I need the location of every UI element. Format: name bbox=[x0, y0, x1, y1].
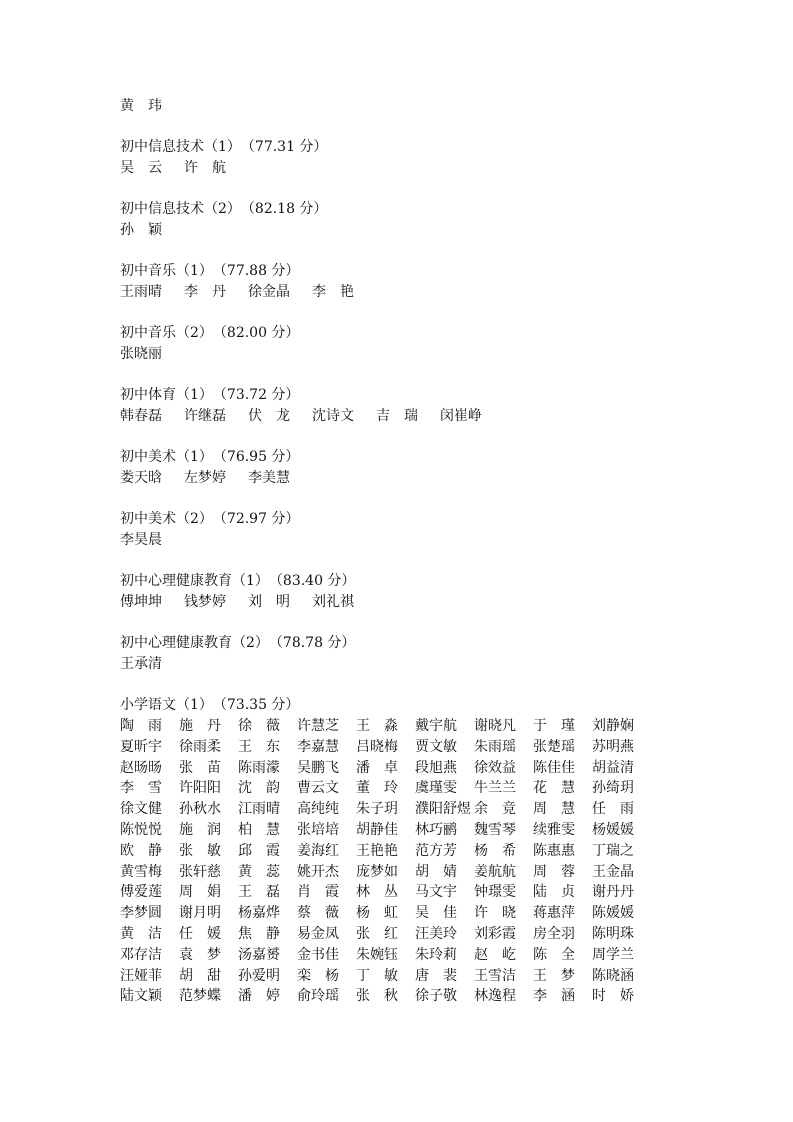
person-name: 王 淼 bbox=[356, 718, 398, 734]
spacer bbox=[120, 613, 680, 633]
person-name: 邱 霞 bbox=[238, 842, 280, 859]
person-name: 俞玲瑶 bbox=[297, 988, 339, 1005]
person-name: 徐效益 bbox=[474, 759, 516, 776]
person-name: 陈明珠 bbox=[592, 925, 634, 942]
person-name: 苏明燕 bbox=[592, 738, 634, 755]
person-name: 徐 薇 bbox=[238, 718, 280, 734]
person-name: 刘彩霞 bbox=[474, 925, 516, 942]
person-name: 陈晓涵 bbox=[592, 967, 634, 984]
person-name: 周 慧 bbox=[533, 801, 575, 818]
spacer bbox=[120, 303, 680, 323]
section-title: 初中音乐（1） （77.88 分） bbox=[120, 263, 300, 279]
spacer bbox=[120, 427, 680, 447]
person-name: 王金晶 bbox=[592, 863, 634, 880]
section-title: 初中信息技术（1） （77.31 分） bbox=[120, 139, 328, 155]
person-name: 潘 卓 bbox=[356, 759, 398, 776]
primary-name-grid bbox=[120, 716, 680, 1007]
person-name: 朱婉钰 bbox=[356, 946, 398, 963]
person-name: 庞梦如 bbox=[356, 863, 398, 880]
name-row bbox=[120, 799, 680, 820]
person-name: 李 雪 bbox=[120, 780, 162, 797]
person-name: 刘静娴 bbox=[592, 718, 634, 734]
person-name: 张 敏 bbox=[179, 842, 221, 859]
section-names bbox=[120, 406, 680, 427]
person-name: 李 艳 bbox=[312, 284, 354, 300]
person-name: 傅爱莲 bbox=[120, 884, 162, 901]
person-name: 马文宇 bbox=[415, 884, 457, 901]
person-name: 汪娅菲 bbox=[120, 967, 162, 984]
person-name: 牛兰兰 bbox=[474, 780, 516, 797]
name-row bbox=[120, 986, 680, 1007]
name-row bbox=[120, 862, 680, 883]
person-name: 林逸程 bbox=[474, 988, 516, 1005]
section-names bbox=[120, 158, 680, 179]
person-name: 花 慧 bbox=[533, 780, 575, 797]
person-name: 李 涵 bbox=[533, 988, 575, 1005]
person-name: 姚开杰 bbox=[297, 863, 339, 880]
person-name: 江雨晴 bbox=[238, 801, 280, 818]
section-title: 初中体育（1） （73.72 分） bbox=[120, 387, 300, 403]
person-name: 许 航 bbox=[184, 160, 226, 176]
section-names bbox=[120, 654, 680, 675]
section-names bbox=[120, 220, 680, 241]
section-names bbox=[120, 530, 680, 551]
name-row bbox=[120, 716, 680, 737]
person-name: 王雪洁 bbox=[474, 967, 516, 984]
person-name: 韩春磊 bbox=[120, 408, 162, 424]
person-name: 陆 贞 bbox=[533, 884, 575, 901]
person-name: 唐 裴 bbox=[415, 967, 457, 984]
person-name: 周 娟 bbox=[179, 884, 221, 901]
person-name: 徐子敬 bbox=[415, 988, 457, 1005]
person-name: 曹云文 bbox=[297, 780, 339, 797]
person-name: 钟璟雯 bbox=[474, 884, 516, 901]
person-name: 林巧鹂 bbox=[415, 821, 457, 838]
person-name: 娄天晗 bbox=[120, 470, 162, 486]
person-name: 王雨晴 bbox=[120, 284, 162, 300]
person-name: 陈雨濛 bbox=[238, 759, 280, 776]
person-name: 孙秋水 bbox=[179, 801, 221, 818]
person-name: 虞瑾雯 bbox=[415, 780, 457, 797]
person-name: 肖 霞 bbox=[297, 884, 339, 901]
person-name: 濮阳舒煜 bbox=[415, 801, 471, 818]
person-name: 李昊晨 bbox=[120, 532, 162, 548]
person-name: 吴 云 bbox=[120, 160, 162, 176]
person-name: 高纯纯 bbox=[297, 801, 339, 818]
person-name: 孙绮玥 bbox=[592, 780, 634, 797]
person-name: 王 东 bbox=[238, 738, 280, 755]
name-row bbox=[120, 841, 680, 862]
person-name: 张楚瑶 bbox=[533, 738, 575, 755]
person-name: 徐金晶 bbox=[248, 284, 290, 300]
document-content bbox=[120, 96, 680, 1007]
person-name: 范梦蝶 bbox=[179, 988, 221, 1005]
spacer bbox=[120, 489, 680, 509]
person-name: 范方芳 bbox=[415, 842, 457, 859]
person-name: 陈 全 bbox=[533, 946, 575, 963]
person-name: 续雅雯 bbox=[533, 821, 575, 838]
person-name: 徐文健 bbox=[120, 801, 162, 818]
person-name: 胡 婧 bbox=[415, 863, 457, 880]
sections bbox=[120, 137, 680, 695]
person-name: 周学兰 bbox=[592, 946, 634, 963]
person-name: 吉 瑞 bbox=[376, 408, 418, 424]
person-name: 王 梦 bbox=[533, 967, 575, 984]
person-name: 段旭燕 bbox=[415, 759, 457, 776]
person-name: 许 晓 bbox=[474, 905, 516, 922]
person-name: 张培培 bbox=[297, 821, 339, 838]
spacer bbox=[120, 241, 680, 261]
spacer bbox=[120, 675, 680, 695]
person-name: 杨媛媛 bbox=[592, 821, 634, 838]
person-name: 柏 慧 bbox=[238, 821, 280, 838]
person-name: 许阳阳 bbox=[179, 780, 221, 797]
person-name: 孙爱明 bbox=[238, 967, 280, 984]
primary-section-title: 小学语文（1） （73.35 分） bbox=[120, 697, 300, 713]
person-name: 李梦圆 bbox=[120, 905, 162, 922]
section-title: 初中信息技术（2） （82.18 分） bbox=[120, 201, 328, 217]
person-name: 陆文颖 bbox=[120, 988, 162, 1005]
person-name: 潘 婷 bbox=[238, 988, 280, 1005]
name-row bbox=[120, 758, 680, 779]
person-name: 汤嘉赟 bbox=[238, 946, 280, 963]
person-name: 时 娇 bbox=[592, 988, 634, 1005]
person-name: 陶 雨 bbox=[120, 718, 162, 734]
person-name: 于 瑾 bbox=[533, 718, 575, 734]
spacer bbox=[120, 551, 680, 571]
person-name: 刘 明 bbox=[248, 594, 290, 610]
person-name: 张晓丽 bbox=[120, 346, 162, 362]
spacer bbox=[120, 365, 680, 385]
person-name: 谢丹丹 bbox=[592, 884, 634, 901]
spacer bbox=[120, 179, 680, 199]
person-name: 姜航航 bbox=[474, 863, 516, 880]
name-row bbox=[120, 945, 680, 966]
name-row bbox=[120, 778, 680, 799]
person-name: 魏雪琴 bbox=[474, 821, 516, 838]
person-name: 吕晓梅 bbox=[356, 738, 398, 755]
person-name: 吴 佳 bbox=[415, 905, 457, 922]
person-name: 张轩慈 bbox=[179, 863, 221, 880]
person-name: 蔡 薇 bbox=[297, 905, 339, 922]
section-title: 初中音乐（2） （82.00 分） bbox=[120, 325, 300, 341]
name-row bbox=[120, 820, 680, 841]
person-name: 林 丛 bbox=[356, 884, 398, 901]
person-name: 刘礼祺 bbox=[312, 594, 354, 610]
person-name: 丁瑞之 bbox=[592, 842, 634, 859]
person-name: 张 秋 bbox=[356, 988, 398, 1005]
person-name: 陈佳佳 bbox=[533, 759, 575, 776]
person-name: 钱梦婷 bbox=[184, 594, 226, 610]
section-names bbox=[120, 468, 680, 489]
person-name: 胡静佳 bbox=[356, 821, 398, 838]
name-row bbox=[120, 882, 680, 903]
person-name: 徐雨柔 bbox=[179, 738, 221, 755]
person-name: 许继磊 bbox=[184, 408, 226, 424]
person-name: 董 玲 bbox=[356, 780, 398, 797]
section-names bbox=[120, 282, 680, 303]
spacer bbox=[120, 117, 680, 137]
person-name: 许慧芝 bbox=[297, 718, 339, 734]
person-name: 黄 洁 bbox=[120, 925, 162, 942]
person-name: 胡 甜 bbox=[179, 967, 221, 984]
person-name: 黄雪梅 bbox=[120, 863, 162, 880]
person-name: 伏 龙 bbox=[248, 408, 290, 424]
person-name: 栾 杨 bbox=[297, 967, 339, 984]
person-name: 李嘉慧 bbox=[297, 738, 339, 755]
person-name: 任 雨 bbox=[592, 801, 634, 818]
name-row bbox=[120, 924, 680, 945]
person-name: 吴鹏飞 bbox=[297, 759, 339, 776]
section-names bbox=[120, 344, 680, 365]
person-name: 邓存洁 bbox=[120, 946, 162, 963]
person-name: 胡益清 bbox=[592, 759, 634, 776]
person-name: 陈悦悦 bbox=[120, 821, 162, 838]
person-name: 左梦婷 bbox=[184, 470, 226, 486]
section-title: 初中心理健康教育（2） （78.78 分） bbox=[120, 635, 356, 651]
section-title: 初中美术（1） （76.95 分） bbox=[120, 449, 300, 465]
person-name: 杨 希 bbox=[474, 842, 516, 859]
person-name: 焦 静 bbox=[238, 925, 280, 942]
person-name: 丁 敏 bbox=[356, 967, 398, 984]
person-name: 施 润 bbox=[179, 821, 221, 838]
person-name: 朱子玥 bbox=[356, 801, 398, 818]
person-name: 夏昕宇 bbox=[120, 738, 162, 755]
person-name: 李美慧 bbox=[248, 470, 290, 486]
person-name: 沈诗文 bbox=[312, 408, 354, 424]
person-name: 陈媛媛 bbox=[592, 905, 634, 922]
person-name: 余 竞 bbox=[474, 801, 516, 818]
person-name: 周 蓉 bbox=[533, 863, 575, 880]
person-name: 施 丹 bbox=[179, 718, 221, 734]
person-name: 欧 静 bbox=[120, 842, 162, 859]
person-name: 王 磊 bbox=[238, 884, 280, 901]
name-row bbox=[120, 966, 680, 987]
person-name: 姜海红 bbox=[297, 842, 339, 859]
person-name: 金书佳 bbox=[297, 946, 339, 963]
person-name: 谢晓凡 bbox=[474, 718, 516, 734]
person-name: 汪美玲 bbox=[415, 925, 457, 942]
person-name: 李 丹 bbox=[184, 284, 226, 300]
person-name: 蒋惠萍 bbox=[533, 905, 575, 922]
person-name: 杨嘉烨 bbox=[238, 905, 280, 922]
person-name: 张 苗 bbox=[179, 759, 221, 776]
person-name: 戴宇航 bbox=[415, 718, 457, 734]
person-name: 袁 梦 bbox=[179, 946, 221, 963]
person-name: 沈 韵 bbox=[238, 780, 280, 797]
section-title: 初中心理健康教育（1） （83.40 分） bbox=[120, 573, 356, 589]
person-name: 谢月明 bbox=[179, 905, 221, 922]
person-name: 易金凤 bbox=[297, 925, 339, 942]
person-name: 赵 屹 bbox=[474, 946, 516, 963]
person-name: 傅坤坤 bbox=[120, 594, 162, 610]
name-row bbox=[120, 737, 680, 758]
section-title: 初中美术（2） （72.97 分） bbox=[120, 511, 300, 527]
person-name: 贾文敏 bbox=[415, 738, 457, 755]
person-name: 朱雨瑶 bbox=[474, 738, 516, 755]
person-name: 张 红 bbox=[356, 925, 398, 942]
section-names bbox=[120, 592, 680, 613]
person-name: 房全羽 bbox=[533, 925, 575, 942]
person-name: 朱玲莉 bbox=[415, 946, 457, 963]
person-name: 王承清 bbox=[120, 656, 162, 672]
person-name: 闵崔峥 bbox=[440, 408, 482, 424]
person-name: 王艳艳 bbox=[356, 842, 398, 859]
person-name: 陈惠惠 bbox=[533, 842, 575, 859]
person-name: 杨 虹 bbox=[356, 905, 398, 922]
person-name: 赵旸旸 bbox=[120, 759, 162, 776]
person-name: 黄 蕊 bbox=[238, 863, 280, 880]
top-name: 黄 玮 bbox=[120, 98, 162, 114]
person-name: 任 媛 bbox=[179, 925, 221, 942]
name-row bbox=[120, 903, 680, 924]
person-name: 孙 颖 bbox=[120, 222, 162, 238]
